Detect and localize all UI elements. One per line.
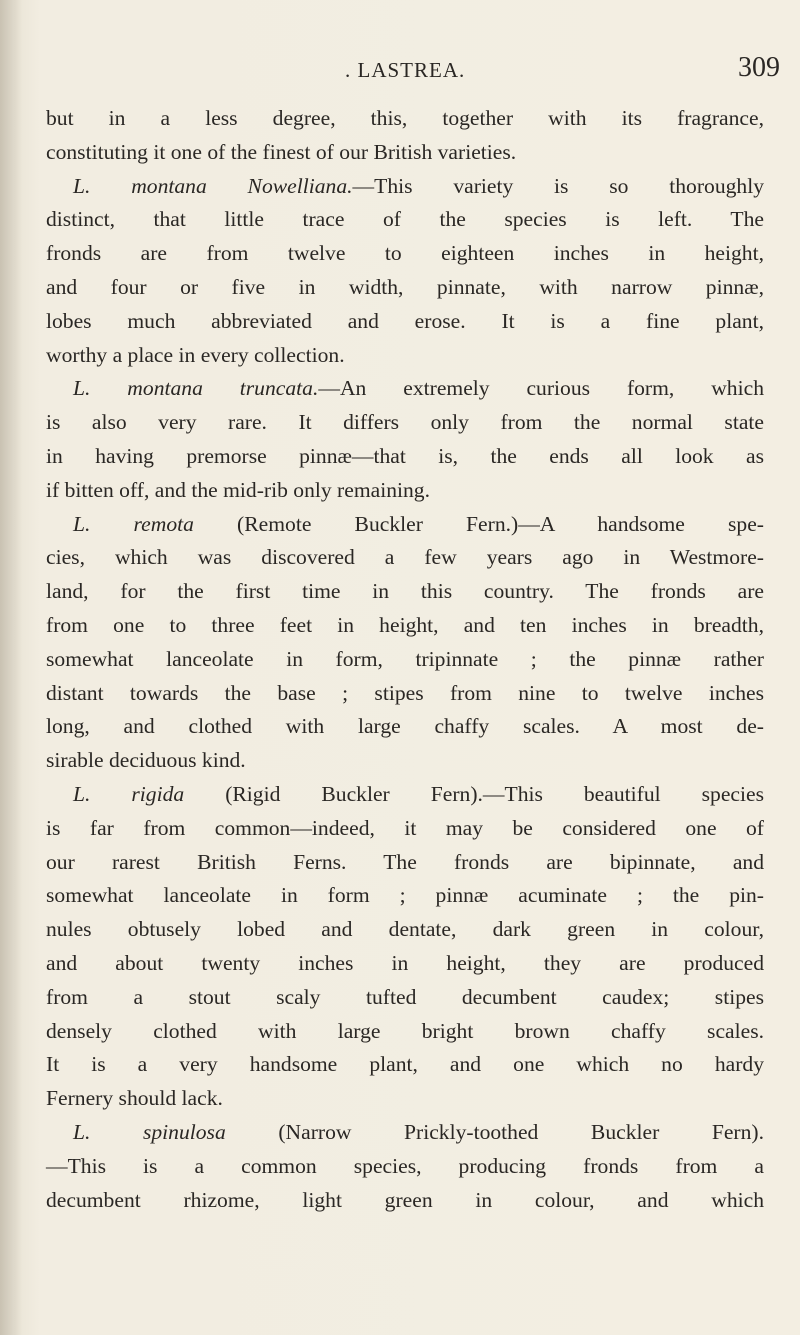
page-number: 309 — [738, 52, 780, 83]
text-run: decumbent rhizome, light green in colour, and which — [46, 1187, 764, 1212]
text-line — [46, 508, 764, 542]
text-run: in having premorse pinnæ—that is, the ends all look as — [46, 443, 764, 468]
text-line — [46, 541, 764, 575]
text-run: distant towards the base ; stipes from nine to twelve inches — [46, 680, 764, 705]
text-run: fronds are from twelve to eighteen inches in height, — [46, 241, 764, 266]
text-run: (Rigid Buckler Fern).—This beautiful species — [184, 781, 764, 806]
text-line — [46, 643, 764, 677]
text-line — [46, 677, 764, 711]
species-name: L. montana truncata. — [73, 376, 319, 401]
text-run: from one to three feet in height, and ten inches in breadth, — [46, 612, 764, 637]
text-run: somewhat lanceolate in form ; pinnæ acuminate ; the pin- — [46, 883, 764, 908]
text-line — [46, 102, 764, 136]
body-text — [46, 102, 764, 1217]
text-run: worthy a place in every collection. — [46, 342, 345, 367]
text-line — [46, 778, 764, 812]
text-run: Fernery should lack. — [46, 1086, 223, 1111]
text-run: somewhat lanceolate in form, tripinnate ; the pinnæ rather — [46, 646, 764, 671]
text-line — [46, 846, 764, 880]
text-line — [46, 203, 764, 237]
text-run: if bitten off, and the mid-rib only remaining. — [46, 477, 431, 502]
text-run: (Remote Buckler Fern.)—A handsome spe- — [193, 511, 764, 536]
text-run: —This is a common species, producing fronds from a — [46, 1153, 764, 1178]
text-line — [46, 372, 764, 406]
text-run: sirable deciduous kind. — [46, 748, 246, 773]
text-run: from a stout scaly tufted decumbent caudex; stipes — [46, 984, 764, 1009]
binding-shadow — [0, 0, 22, 1335]
text-line — [46, 406, 764, 440]
page-header — [0, 48, 800, 88]
text-run: constituting it one of the finest of our British varieties. — [46, 139, 517, 164]
text-line — [46, 1082, 764, 1116]
species-name: L. remota — [73, 511, 194, 536]
text-line — [46, 710, 764, 744]
text-run: cies, which was discovered a few years ago in Westmore- — [46, 545, 764, 570]
text-line — [46, 339, 764, 373]
text-line — [46, 271, 764, 305]
text-run: —This variety is so thoroughly — [352, 173, 764, 198]
text-run: our rarest British Ferns. The fronds are bipinnate, and — [46, 849, 764, 874]
text-run: long, and clothed with large chaffy scales. A most de- — [46, 714, 764, 739]
text-line — [46, 1015, 764, 1049]
text-line — [46, 879, 764, 913]
text-line — [46, 440, 764, 474]
text-line — [46, 1184, 764, 1218]
text-run: and about twenty inches in height, they are produced — [46, 950, 764, 975]
text-line — [46, 981, 764, 1015]
text-line — [46, 1150, 764, 1184]
text-line — [46, 609, 764, 643]
species-name: L. spinulosa — [73, 1119, 226, 1144]
text-line — [46, 913, 764, 947]
text-line — [46, 575, 764, 609]
text-line — [46, 744, 764, 778]
species-name: L. rigida — [73, 781, 185, 806]
text-line — [46, 1048, 764, 1082]
text-line — [46, 812, 764, 846]
text-run: is far from common—indeed, it may be considered one of — [46, 815, 764, 840]
text-run: and four or five in width, pinnate, with narrow pinnæ, — [46, 274, 764, 299]
text-run: densely clothed with large bright brown chaffy scales. — [46, 1018, 764, 1043]
text-run: (Narrow Prickly-toothed Buckler Fern). — [225, 1119, 764, 1144]
text-run: —An extremely curious form, which — [318, 376, 764, 401]
text-line — [46, 947, 764, 981]
text-run: land, for the first time in this country. The fronds are — [46, 579, 764, 604]
species-name: L. montana Nowelliana. — [73, 173, 353, 198]
text-line — [46, 474, 764, 508]
text-run: lobes much abbreviated and erose. It is a fine plant, — [46, 308, 764, 333]
text-run: but in a less degree, this, together with its fragrance, — [46, 106, 764, 130]
text-line — [46, 1116, 764, 1150]
text-line — [46, 237, 764, 271]
text-run: nules obtusely lobed and dentate, dark green in colour, — [46, 917, 764, 942]
text-run: distinct, that little trace of the species is left. The — [46, 207, 764, 232]
text-line — [46, 170, 764, 204]
running-head: . LASTREA. — [345, 58, 466, 82]
text-run: is also very rare. It differs only from the normal state — [46, 410, 764, 435]
text-run: It is a very handsome plant, and one which no hardy — [46, 1052, 764, 1077]
text-line — [46, 136, 764, 170]
text-line — [46, 305, 764, 339]
